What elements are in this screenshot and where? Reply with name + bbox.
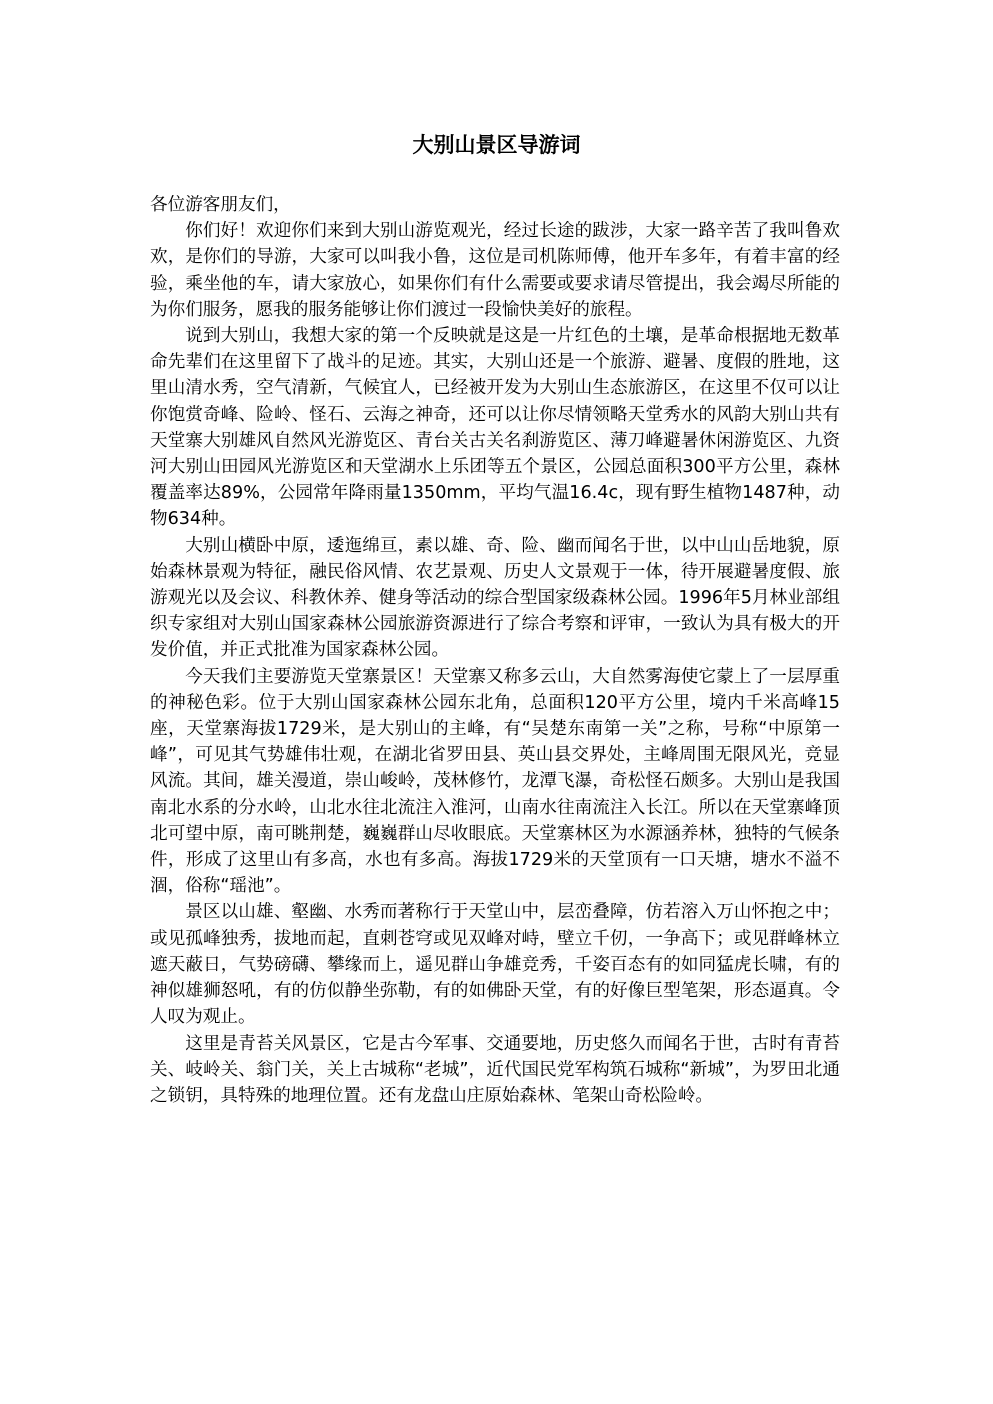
paragraph-qingtaiguan: 这里是青苔关风景区，它是古今军事、交通要地，历史悠久而闻名于世，古时有青苔关、岐岭关、翁门关，关上古城称“老城”，近代国民党军构筑石城称“新城”，为罗田北通之锁钥，具特殊的地理位置。还有龙盘山庄原始森林、笔架山奇松险岭。 <box>150 1033 840 1106</box>
document-title: 大别山景区导游词 <box>412 132 581 157</box>
document-body <box>150 192 840 1109</box>
paragraph-forest-park: 大别山横卧中原，逶迤绵亘，素以雄、奇、险、幽而闻名于世，以中山山岳地貌，原始森林景观为特征，融民俗风情、农艺景观、历史人文景观于一体，待开展避暑度假、旅游观光以及会议、科教休养、健身等活动的综合型国家级森林公园。1996年5月林业部组织专家组对大别山国家森林公园旅游资源进行了综合考察和评审，一致认为具有极大的开发价值，并正式批准为国家森林公园。 <box>150 535 840 661</box>
paragraph-welcome: 你们好！欢迎你们来到大别山游览观光，经过长途的跋涉，大家一路辛苦了我叫鲁欢欢，是你们的导游，大家可以叫我小鲁，这位是司机陈师傅，他开车多年，有着丰富的经验，乘坐他的车，请大家放心，如果你们有什么需要或要求请尽管提出，我会竭尽所能的为你们服务，愿我的服务能够让你们渡过一段愉快美好的旅程。 <box>150 221 840 320</box>
paragraph-tiantangzhai: 今天我们主要游览天堂寨景区！天堂寨又称多云山，大自然雾海使它蒙上了一层厚重的神秘色彩。位于大别山国家森林公园东北角，总面积120平方公里，境内千米高峰15座，天堂寨海拔1729米，是大别山的主峰，有“吴楚东南第一关”之称，号称“中原第一峰”，可见其气势雄伟壮观，在湖北省罗田县、英山县交界处，主峰周围无限风光，竞显风流。其间，雄关漫道，崇山峻岭，茂林修竹，龙潭飞瀑，奇松怪石颇多。大别山是我国南北水系的分水岭，山北水往北流注入淮河，山南水往南流注入长江。所以在天堂寨峰顶北可望中原，南可眺荆楚，巍巍群山尽收眼底。天堂寨林区为水源涵养林，独特的气候条件，形成了这里山有多高，水也有多高。海拔1729米的天堂顶有一口天塘，塘水不溢不涸，俗称“瑶池”。 <box>150 666 840 897</box>
paragraph-overview: 说到大别山，我想大家的第一个反映就是这是一片红色的土壤，是革命根据地无数革命先辈们在这里留下了战斗的足迹。其实，大别山还是一个旅游、避暑、度假的胜地，这里山清水秀，空气清新，气候宜人，已经被开发为大别山生态旅游区，在这里不仅可以让你饱赏奇峰、险岭、怪石、云海之神奇，还可以让你尽情领略天堂秀水的风韵大别山共有天堂寨大别雄风自然风光游览区、青台关古关名刹游览区、薄刀峰避暑休闲游览区、九资河大别山田园风光游览区和天堂湖水上乐团等五个景区，公园总面积300平方公里，森林覆盖率达89%，公园常年降雨量1350mm，平均气温16.4c，现有野生植物1487种，动物634种。 <box>150 326 840 530</box>
paragraph-scenery: 景区以山雄、壑幽、水秀而著称行于天堂山中，层峦叠障，仿若溶入万山怀抱之中；或见孤峰独秀，拔地而起，直刺苍穹或见双峰对峙，壁立千仞，一争高下；或见群峰林立遮天蔽日，气势磅礴、攀缘而上，遥见群山争雄竞秀，千姿百态有的如同猛虎长啸，有的神似雄狮怒吼，有的仿似静坐弥勒，有的如佛卧天堂，有的好像巨型笔架，形态逼真。令人叹为观止。 <box>150 902 840 1028</box>
salutation: 各位游客朋友们， <box>150 195 291 215</box>
